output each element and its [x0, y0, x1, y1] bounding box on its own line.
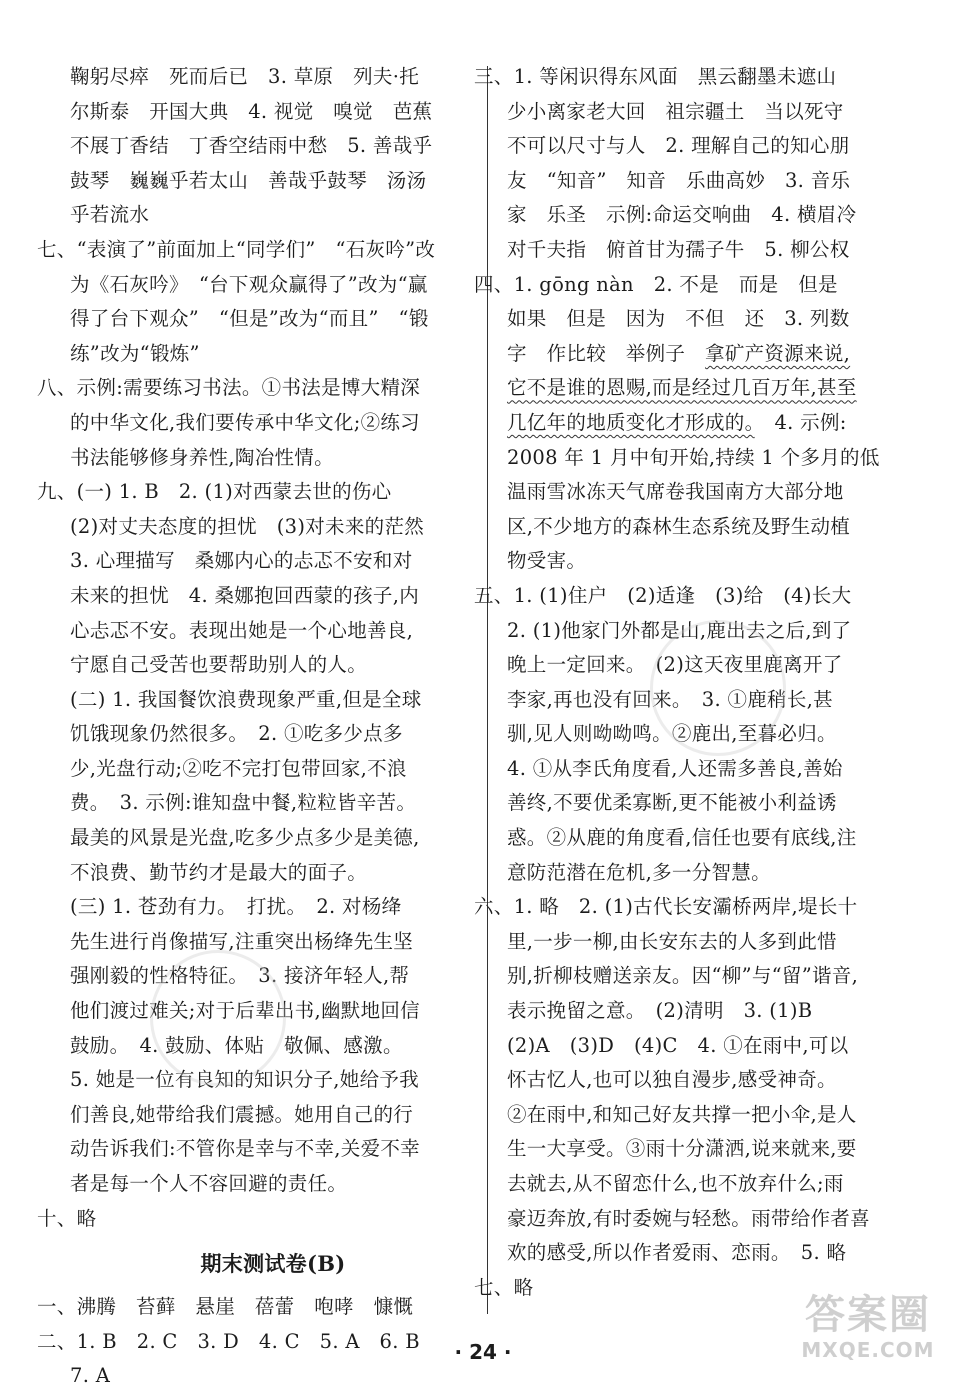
answer-line: 7. A: [70, 1364, 111, 1388]
answer-line: 五、1. (1)住户 (2)适逢 (3)给 (4)长大: [474, 583, 852, 607]
answer-line: 宁愿自己受苦也要帮助别人的人。: [70, 653, 368, 677]
plain-text: 字 作比较 举例子: [507, 341, 706, 365]
answer-line: 里,一步一柳,由长安东去的人多到此惜: [507, 929, 837, 953]
answer-line: 家 乐圣 示例:命运交响曲 4. 横眉冷: [507, 203, 857, 227]
answer-line: 书法能够修身养性,陶冶性情。: [70, 445, 334, 469]
answer-line: 4. ①从李氏角度看,人还需多善良,善始: [507, 756, 843, 780]
answer-line: 生一大享受。③雨十分潇洒,说来就来,要: [507, 1137, 857, 1161]
answer-line: 李家,再也没有回来。 3. ①鹿稍长,甚: [507, 687, 833, 711]
answer-line: 豪迈奔放,有时委婉与轻愁。雨带给作者喜: [507, 1206, 870, 1230]
answer-line: 八、示例:需要练习书法。①书法是博大精深: [37, 376, 421, 400]
answer-line: 一、沸腾 苔藓 悬崖 蓓蕾 咆哮 慷慨: [37, 1295, 414, 1319]
answer-line: 不可以尺寸与人 2. 理解自己的知心朋: [507, 134, 850, 158]
faint-stamp-mark: [650, 620, 786, 756]
answer-line: 2. (1)他家门外都是山,鹿出去之后,到了: [507, 618, 852, 642]
answer-line: 去就去,从不留恋什么,也不放弃什么;雨: [507, 1172, 844, 1195]
answer-line: 不展丁香结 丁香空结雨中愁 5. 善哉乎: [70, 134, 433, 158]
answer-line: 们善良,她带给我们震撼。她用自己的行: [70, 1102, 414, 1126]
answer-line: 惑。②从鹿的角度看,信任也要有底线,注: [507, 826, 857, 850]
page-number: · 24 ·: [454, 1340, 512, 1364]
answer-line: 练”改为“锻炼”: [70, 341, 200, 365]
answer-line: 怀古忆人,也可以独自漫步,感受神奇。: [507, 1068, 837, 1092]
answer-line: 动告诉我们:不管你是幸与不幸,关爱不幸: [70, 1137, 420, 1161]
answer-line: 十、略: [37, 1206, 97, 1230]
answer-line: 六、1. 略 2. (1)古代长安灞桥两岸,堤长十: [474, 895, 858, 919]
answer-line: 最美的风景是光盘,吃多少点多少是美德,: [70, 826, 420, 850]
watermark-title: 答案圈: [805, 1292, 931, 1338]
answer-line: 不浪费、勤节约才是最大的面子。: [70, 860, 368, 884]
answer-line: 尔斯泰 开国大典 4. 视觉 嗅觉 芭蕉: [70, 99, 433, 123]
answer-line: 友 “知音” 知音 乐曲高妙 3. 音乐: [507, 168, 851, 192]
answer-line: 别,折柳枝赠送亲友。因“柳”与“留”谐音,: [507, 964, 859, 988]
answer-line: 二、1. B 2. C 3. D 4. C 5. A 6. B: [37, 1329, 420, 1353]
answer-line: 者是每一个人不容回避的责任。: [70, 1172, 348, 1195]
answer-line: 欢的感受,所以作者爱雨、恋雨。 5. 略: [507, 1241, 847, 1265]
answer-line: (2)对丈夫态度的担忧 (3)对未来的茫然: [70, 514, 425, 538]
answer-line: 对千夫指 俯首甘为孺子牛 5. 柳公权: [507, 237, 850, 261]
answer-line: 七、“表演了”前面加上“同学们” “石灰吟”改: [37, 237, 436, 261]
answer-line: 意防范潜在危机,多一分智慧。: [507, 860, 771, 884]
section-title: 期末测试卷(B): [200, 1251, 346, 1277]
answer-line: 的中华文化,我们要传承中华文化;②练习: [70, 410, 420, 434]
answer-line: 5. 她是一位有良知的知识分子,她给予我: [70, 1068, 420, 1092]
answer-line: 晚上一定回来。 (2)这天夜里鹿离开了: [507, 653, 843, 677]
answer-line: 乎若流水: [70, 203, 150, 227]
answer-line: 2008 年 1 月中旬开始,持续 1 个多月的低: [507, 445, 880, 469]
faint-stamp-mark: [150, 950, 286, 1086]
answer-line: 费。 3. 示例:谁知盘中餐,粒粒皆辛苦。: [70, 791, 417, 815]
answer-line: 七、略: [474, 1275, 534, 1299]
answer-line: 区,不少地方的森林生态系统及野生动植: [507, 514, 851, 538]
answer-line: 表示挽留之意。 (2)清明 3. (1)B: [507, 999, 813, 1023]
answer-line: 物受害。: [507, 549, 587, 573]
answer-line: 鼓琴 巍巍乎若太山 善哉乎鼓琴 汤汤: [70, 168, 427, 192]
answer-line: 未来的担忧 4. 桑娜抱回西蒙的孩子,内: [70, 583, 420, 607]
answer-line: 九、(一) 1. B 2. (1)对西蒙去世的伤心: [37, 480, 392, 504]
answer-line: 他们渡过难关;对于后辈出书,幽默地回信: [70, 999, 420, 1023]
wavy-underlined-text: 拿矿产资源来说,: [705, 341, 851, 365]
answer-line: 四、1. gōng nàn 2. 不是 而是 但是: [474, 272, 838, 296]
watermark-logo: [788, 1292, 948, 1370]
answer-line: 三、1. 等闲识得东风面 黑云翻墨未遮山: [474, 65, 837, 88]
answer-line: 温雨雪冰冻天气席卷我国南方大部分地: [507, 480, 844, 504]
column-divider: [487, 66, 488, 1314]
answer-line: 鼓励。 4. 鼓励、体贴 敬佩、感激。: [70, 1033, 403, 1057]
answer-line: [507, 406, 907, 441]
answer-line: 先生进行肖像描写,注重突出杨绛先生坚: [70, 929, 414, 953]
answer-line: 心忐忑不安。表现出她是一个心地善良,: [70, 618, 414, 642]
answer-line: 为《石灰吟》 “台下观众赢得了”改为“赢: [70, 272, 428, 296]
wavy-underlined-text: 它不是谁的恩赐,而是经过几百万年,甚至: [507, 376, 857, 400]
answer-line: 善终,不要优柔寡断,更不能被小利益诱: [507, 791, 837, 815]
answer-line: 得了台下观众” “但是”改为“而且” “锻: [70, 307, 429, 331]
answer-line: (二) 1. 我国餐饮浪费现象严重,但是全球: [70, 687, 422, 711]
left-column: [37, 60, 476, 1394]
wavy-underlined-text: 几亿年的地质变化才形成的。: [507, 410, 755, 434]
answer-line: 强刚毅的性格特征。 3. 接济年轻人,帮: [70, 964, 410, 988]
answer-line: 鞠躬尽瘁 死而后已 3. 草原 列夫·托: [70, 65, 420, 88]
answer-line: (三) 1. 苍劲有力。 打扰。 2. 对杨绛: [70, 895, 402, 919]
answer-line: 3. 心理描写 桑娜内心的忐忑不安和对: [70, 549, 413, 573]
answer-line: 驯,见人则呦呦鸣。②鹿出,至暮必归。: [507, 722, 837, 746]
answer-line: 如果 但是 因为 不但 还 3. 列数: [507, 307, 850, 331]
watermark-url: MXQE.COM: [801, 1338, 935, 1362]
answer-line: 少,光盘行动;②吃不完打包带回家,不浪: [70, 756, 407, 780]
answer-line: 饥饿现象仍然很多。 2. ①吃多少点多: [70, 722, 403, 746]
answer-line: ②在雨中,和知己好友共撑一把小伞,是人: [507, 1102, 857, 1126]
answer-line: [507, 371, 907, 406]
answer-line: (2)A (3)D (4)C 4. ①在雨中,可以: [507, 1033, 849, 1057]
answer-line: [507, 337, 907, 372]
answer-line: 少小离家老大回 祖宗疆土 当以死守: [507, 99, 844, 123]
plain-text: 4. 示例:: [754, 410, 847, 434]
